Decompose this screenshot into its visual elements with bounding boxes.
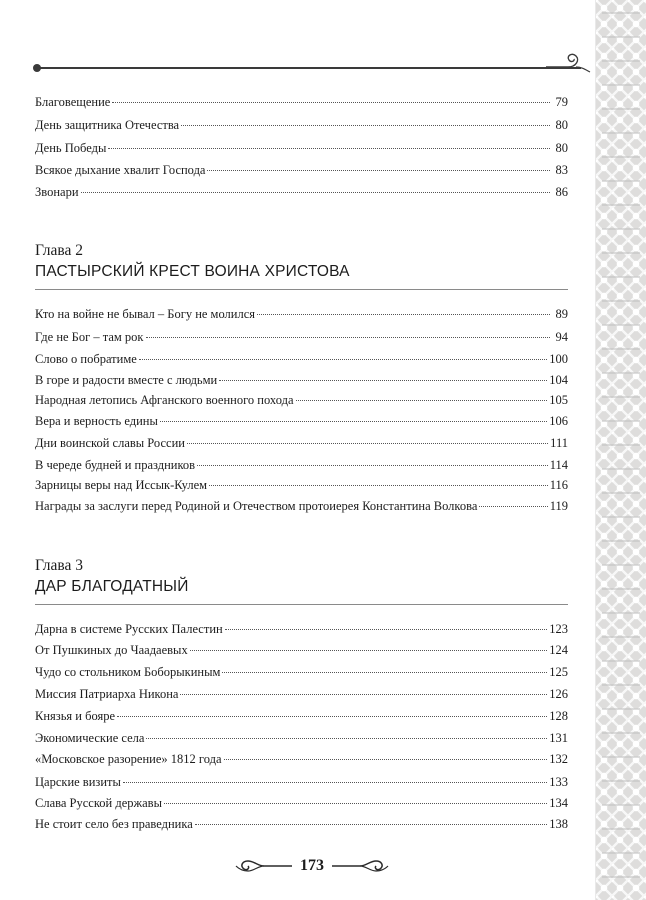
footer-scroll-left-icon bbox=[234, 857, 294, 875]
dot-leader bbox=[222, 672, 547, 673]
dot-leader bbox=[181, 125, 550, 126]
toc-entry-title: Кто на войне не бывал – Богу не молился bbox=[35, 307, 256, 321]
toc-entry-page: 124 bbox=[549, 643, 568, 657]
toc-entry[interactable] bbox=[35, 619, 568, 639]
toc-entry-title: Князья и бояре bbox=[35, 709, 116, 723]
toc-entry[interactable] bbox=[35, 370, 568, 390]
toc-entry-page: 80 bbox=[555, 118, 568, 132]
toc-entry-page: 89 bbox=[555, 307, 568, 321]
dot-leader bbox=[117, 716, 547, 717]
dot-leader bbox=[479, 506, 547, 507]
dot-leader bbox=[180, 694, 547, 695]
toc-entry-title: Зарницы веры над Иссык-Кулем bbox=[35, 478, 208, 492]
toc-entry-page: 80 bbox=[555, 141, 568, 155]
toc-entry[interactable] bbox=[35, 496, 568, 516]
toc-entry[interactable] bbox=[35, 475, 568, 495]
chapter-3-underline bbox=[35, 604, 568, 605]
dot-leader bbox=[296, 400, 548, 401]
toc-entry-title: Награды за заслуги перед Родиной и Отечеством протоиерея Константина Волкова bbox=[35, 499, 478, 513]
dot-leader bbox=[207, 170, 550, 171]
dot-leader bbox=[219, 380, 547, 381]
toc-entry[interactable] bbox=[35, 706, 568, 726]
toc-entry[interactable] bbox=[35, 304, 568, 324]
toc-entry-title: Благовещение bbox=[35, 95, 111, 109]
dot-leader bbox=[257, 314, 550, 315]
toc-entry[interactable] bbox=[35, 772, 568, 792]
header-rule bbox=[37, 67, 581, 69]
toc-entry-page: 134 bbox=[549, 796, 568, 810]
page-footer bbox=[222, 853, 402, 879]
toc-entry[interactable] bbox=[35, 349, 568, 369]
chapter-2-title[interactable]: ПАСТЫРСКИЙ КРЕСТ ВОИНА ХРИСТОВА bbox=[35, 263, 350, 280]
dot-leader bbox=[139, 359, 547, 360]
dot-leader bbox=[187, 443, 548, 444]
toc-entry-title: День защитника Отечества bbox=[35, 118, 180, 132]
toc-entry-page: 119 bbox=[549, 499, 568, 513]
toc-entry[interactable] bbox=[35, 160, 568, 180]
toc-entry-title: Звонари bbox=[35, 185, 79, 199]
toc-entry-title: В череде будней и праздников bbox=[35, 458, 196, 472]
toc-entry-page: 126 bbox=[549, 687, 568, 701]
toc-entry-title: Слава Русской державы bbox=[35, 796, 162, 810]
toc-entry-page: 94 bbox=[555, 330, 568, 344]
toc-entry-title: В горе и радости вместе с людьми bbox=[35, 373, 218, 387]
toc-entry-title: Царские визиты bbox=[35, 775, 121, 789]
toc-entry-page: 132 bbox=[549, 752, 568, 766]
toc-entry-page: 125 bbox=[549, 665, 568, 679]
page-number: 173 bbox=[300, 857, 324, 874]
chapter-2-underline bbox=[35, 289, 568, 290]
dot-leader bbox=[224, 759, 548, 760]
dot-leader bbox=[195, 824, 547, 825]
toc-entry[interactable] bbox=[35, 390, 568, 410]
toc-entry-page: 86 bbox=[555, 185, 568, 199]
decorative-lace-border bbox=[595, 0, 646, 900]
toc-entry[interactable] bbox=[35, 182, 568, 202]
toc-entry-page: 123 bbox=[549, 622, 568, 636]
toc-entry-page: 133 bbox=[549, 775, 568, 789]
toc-entry-page: 128 bbox=[549, 709, 568, 723]
toc-entry[interactable] bbox=[35, 455, 568, 475]
toc-entry-title: Не стоит село без праведника bbox=[35, 817, 193, 831]
toc-entry-page: 106 bbox=[549, 414, 568, 428]
toc-entry-page: 79 bbox=[555, 95, 568, 109]
toc-entry-title: День Победы bbox=[35, 141, 107, 155]
chapter-3-number: Глава 3 bbox=[35, 557, 84, 574]
dot-leader bbox=[146, 337, 550, 338]
dot-leader bbox=[190, 650, 548, 651]
toc-entry[interactable] bbox=[35, 327, 568, 347]
toc-entry-page: 83 bbox=[555, 163, 568, 177]
header-rule-scroll-ornament bbox=[546, 50, 592, 76]
toc-entry-title: Миссия Патриарха Никона bbox=[35, 687, 179, 701]
toc-entry[interactable] bbox=[35, 662, 568, 682]
toc-entry-title: Всякое дыхание хвалит Господа bbox=[35, 163, 206, 177]
toc-entry-title: От Пушкиных до Чаадаевых bbox=[35, 643, 188, 657]
toc-entry-title: Вера и верность едины bbox=[35, 414, 158, 428]
toc-entry-page: 116 bbox=[549, 478, 568, 492]
toc-entry[interactable] bbox=[35, 728, 568, 748]
dot-leader bbox=[197, 465, 548, 466]
toc-entry[interactable] bbox=[35, 138, 568, 158]
toc-entry-title: Экономические села bbox=[35, 731, 145, 745]
toc-entry-page: 131 bbox=[549, 731, 568, 745]
toc-entry[interactable] bbox=[35, 793, 568, 813]
dot-leader bbox=[164, 803, 547, 804]
toc-entry-title: Чудо со стольником Боборыкиным bbox=[35, 665, 221, 679]
toc-entry[interactable] bbox=[35, 433, 568, 453]
dot-leader bbox=[123, 782, 547, 783]
toc-entry-page: 114 bbox=[549, 458, 568, 472]
toc-entry-page: 104 bbox=[549, 373, 568, 387]
toc-entry[interactable] bbox=[35, 115, 568, 135]
dot-leader bbox=[108, 148, 550, 149]
toc-entry[interactable] bbox=[35, 749, 568, 769]
toc-entry-title: Дни воинской славы России bbox=[35, 436, 185, 450]
dot-leader bbox=[160, 421, 547, 422]
toc-entry[interactable] bbox=[35, 411, 568, 431]
dot-leader bbox=[112, 102, 550, 103]
toc-entry-page: 100 bbox=[549, 352, 568, 366]
toc-entry[interactable] bbox=[35, 814, 568, 834]
toc-entry-title: Народная летопись Афганского военного похода bbox=[35, 393, 294, 407]
toc-entry-page: 111 bbox=[550, 436, 568, 450]
chapter-2-number: Глава 2 bbox=[35, 242, 84, 259]
toc-entry-title: «Московское разорение» 1812 года bbox=[35, 752, 222, 766]
toc-entry[interactable] bbox=[35, 640, 568, 660]
toc-entry[interactable] bbox=[35, 92, 568, 112]
toc-entry[interactable] bbox=[35, 684, 568, 704]
chapter-3-title[interactable]: ДАР БЛАГОДАТНЫЙ bbox=[35, 578, 189, 595]
dot-leader bbox=[81, 192, 550, 193]
toc-entry-title: Слово о побратиме bbox=[35, 352, 137, 366]
toc-entry-title: Где не Бог – там рок bbox=[35, 330, 144, 344]
dot-leader bbox=[225, 629, 548, 630]
footer-scroll-right-icon bbox=[330, 857, 390, 875]
toc-entry-page: 138 bbox=[549, 817, 568, 831]
toc-entry-page: 105 bbox=[549, 393, 568, 407]
dot-leader bbox=[146, 738, 547, 739]
toc-entry-title: Дарна в системе Русских Палестин bbox=[35, 622, 223, 636]
dot-leader bbox=[209, 485, 548, 486]
